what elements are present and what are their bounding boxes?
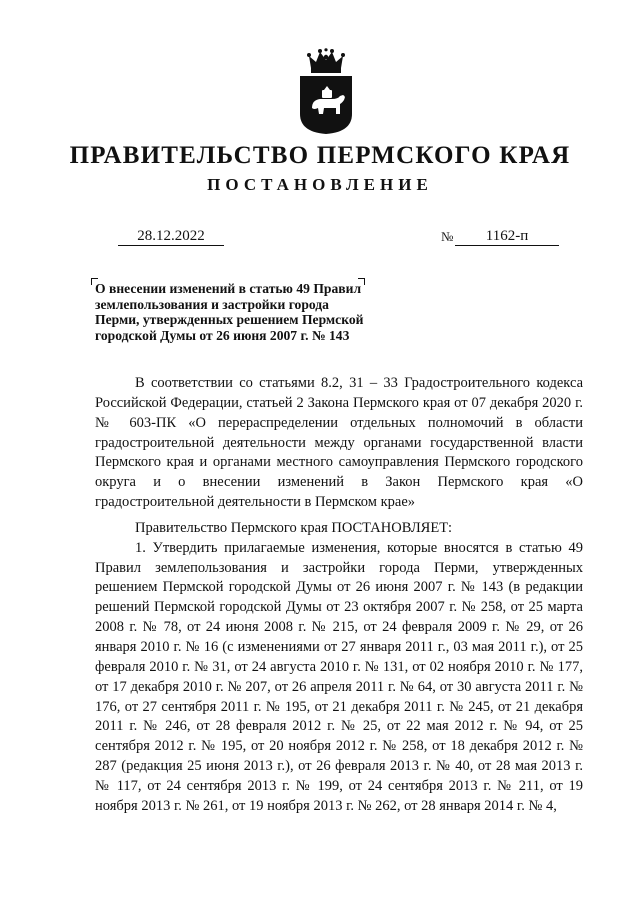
government-title: ПРАВИТЕЛЬСТВО ПЕРМСКОГО КРАЯ xyxy=(69,142,571,169)
body-paragraph-resolves: Правительство Пермского края ПОСТАНОВЛЯЕТ: xyxy=(135,519,453,536)
subject-line: землепользования и застройки города xyxy=(95,296,329,312)
subject-line: Перми, утвержденных решением Пермской xyxy=(95,312,364,327)
body-paragraph-preamble: В соответствии со статьями 8.2, 31 – 33 Градостроительного кодекса Российской Федерации, статьей 2 Закона Пермского края от 07 декабря 2020 г. № 603-ПК «О перераспределении отдельных полномочий в области градостроительной деятельности между органами государственной власти Пермского края и органами местного самоуправления Пермского городского округа и о внесении изменений в Закон Пермского края «О градостроительной деятельности в Пермском крае» xyxy=(95,375,583,511)
document-type-title: ПОСТАНОВЛЕНИЕ xyxy=(207,175,433,194)
document-number: 1162-п xyxy=(455,228,559,246)
document-number-label: № xyxy=(441,229,454,244)
body-paragraph-item-1: 1. Утвердить прилагаемые изменения, которые вносятся в статью 49 Правил землепользования и застройки города Перми, утвержденных решением Пермской городской Думы от 26 июня 2007 г. № 143 (в редакции решений Пермской городской Думы от 23 октября 2007 г. № 258, от 25 марта 2008 г. № 78, от 24 июня 2008 г. № 215, от 24 февраля 2009 г. № 29, от 26 января 2010 г. № 16 (с изменениями от 27 января 2011 г., 03 мая 2011 г.), от 25 февраля 2010 г. № 31, от 24 августа 2010 г. № 131, от 02 ноября 2010 г. № 177, от 17 декабря 2010 г. № 207, от 26 апреля 2011 г. № 64, от 30 августа 2011 г. № 176, от 27 сентября 2011 г. № 195, от 21 декабря 2011 г. № 245, от 21 декабря 2011 г. № 246, от 28 февраля 2012 г. № 25, от 22 мая 2012 г. № 94, от 25 сентября 2012 г. № 195, от 20 ноября 2012 г. № 258, от 18 декабря 2012 г. № 287 (редакция 25 июня 2013 г.), от 26 февраля 2013 г. № 40, от 28 мая 2013 г. № 117, от 24 сентября 2013 г. № 199, от 24 сентября 2013 г. № 211, от 19 ноября 2013 г. № 261, от 19 ноября 2013 г. № 262, от 28 января 2014 г. № 4, xyxy=(95,539,583,814)
subject-line: городской Думы от 26 июня 2007 г. № 143 xyxy=(95,327,350,343)
perm-krai-bear-emblem-icon xyxy=(296,48,356,136)
document-body xyxy=(95,374,583,817)
subject-line: О внесении изменений в статью 49 Правил xyxy=(95,281,362,296)
document-date: 28.12.2022 xyxy=(118,228,224,246)
document-subject xyxy=(95,281,415,343)
